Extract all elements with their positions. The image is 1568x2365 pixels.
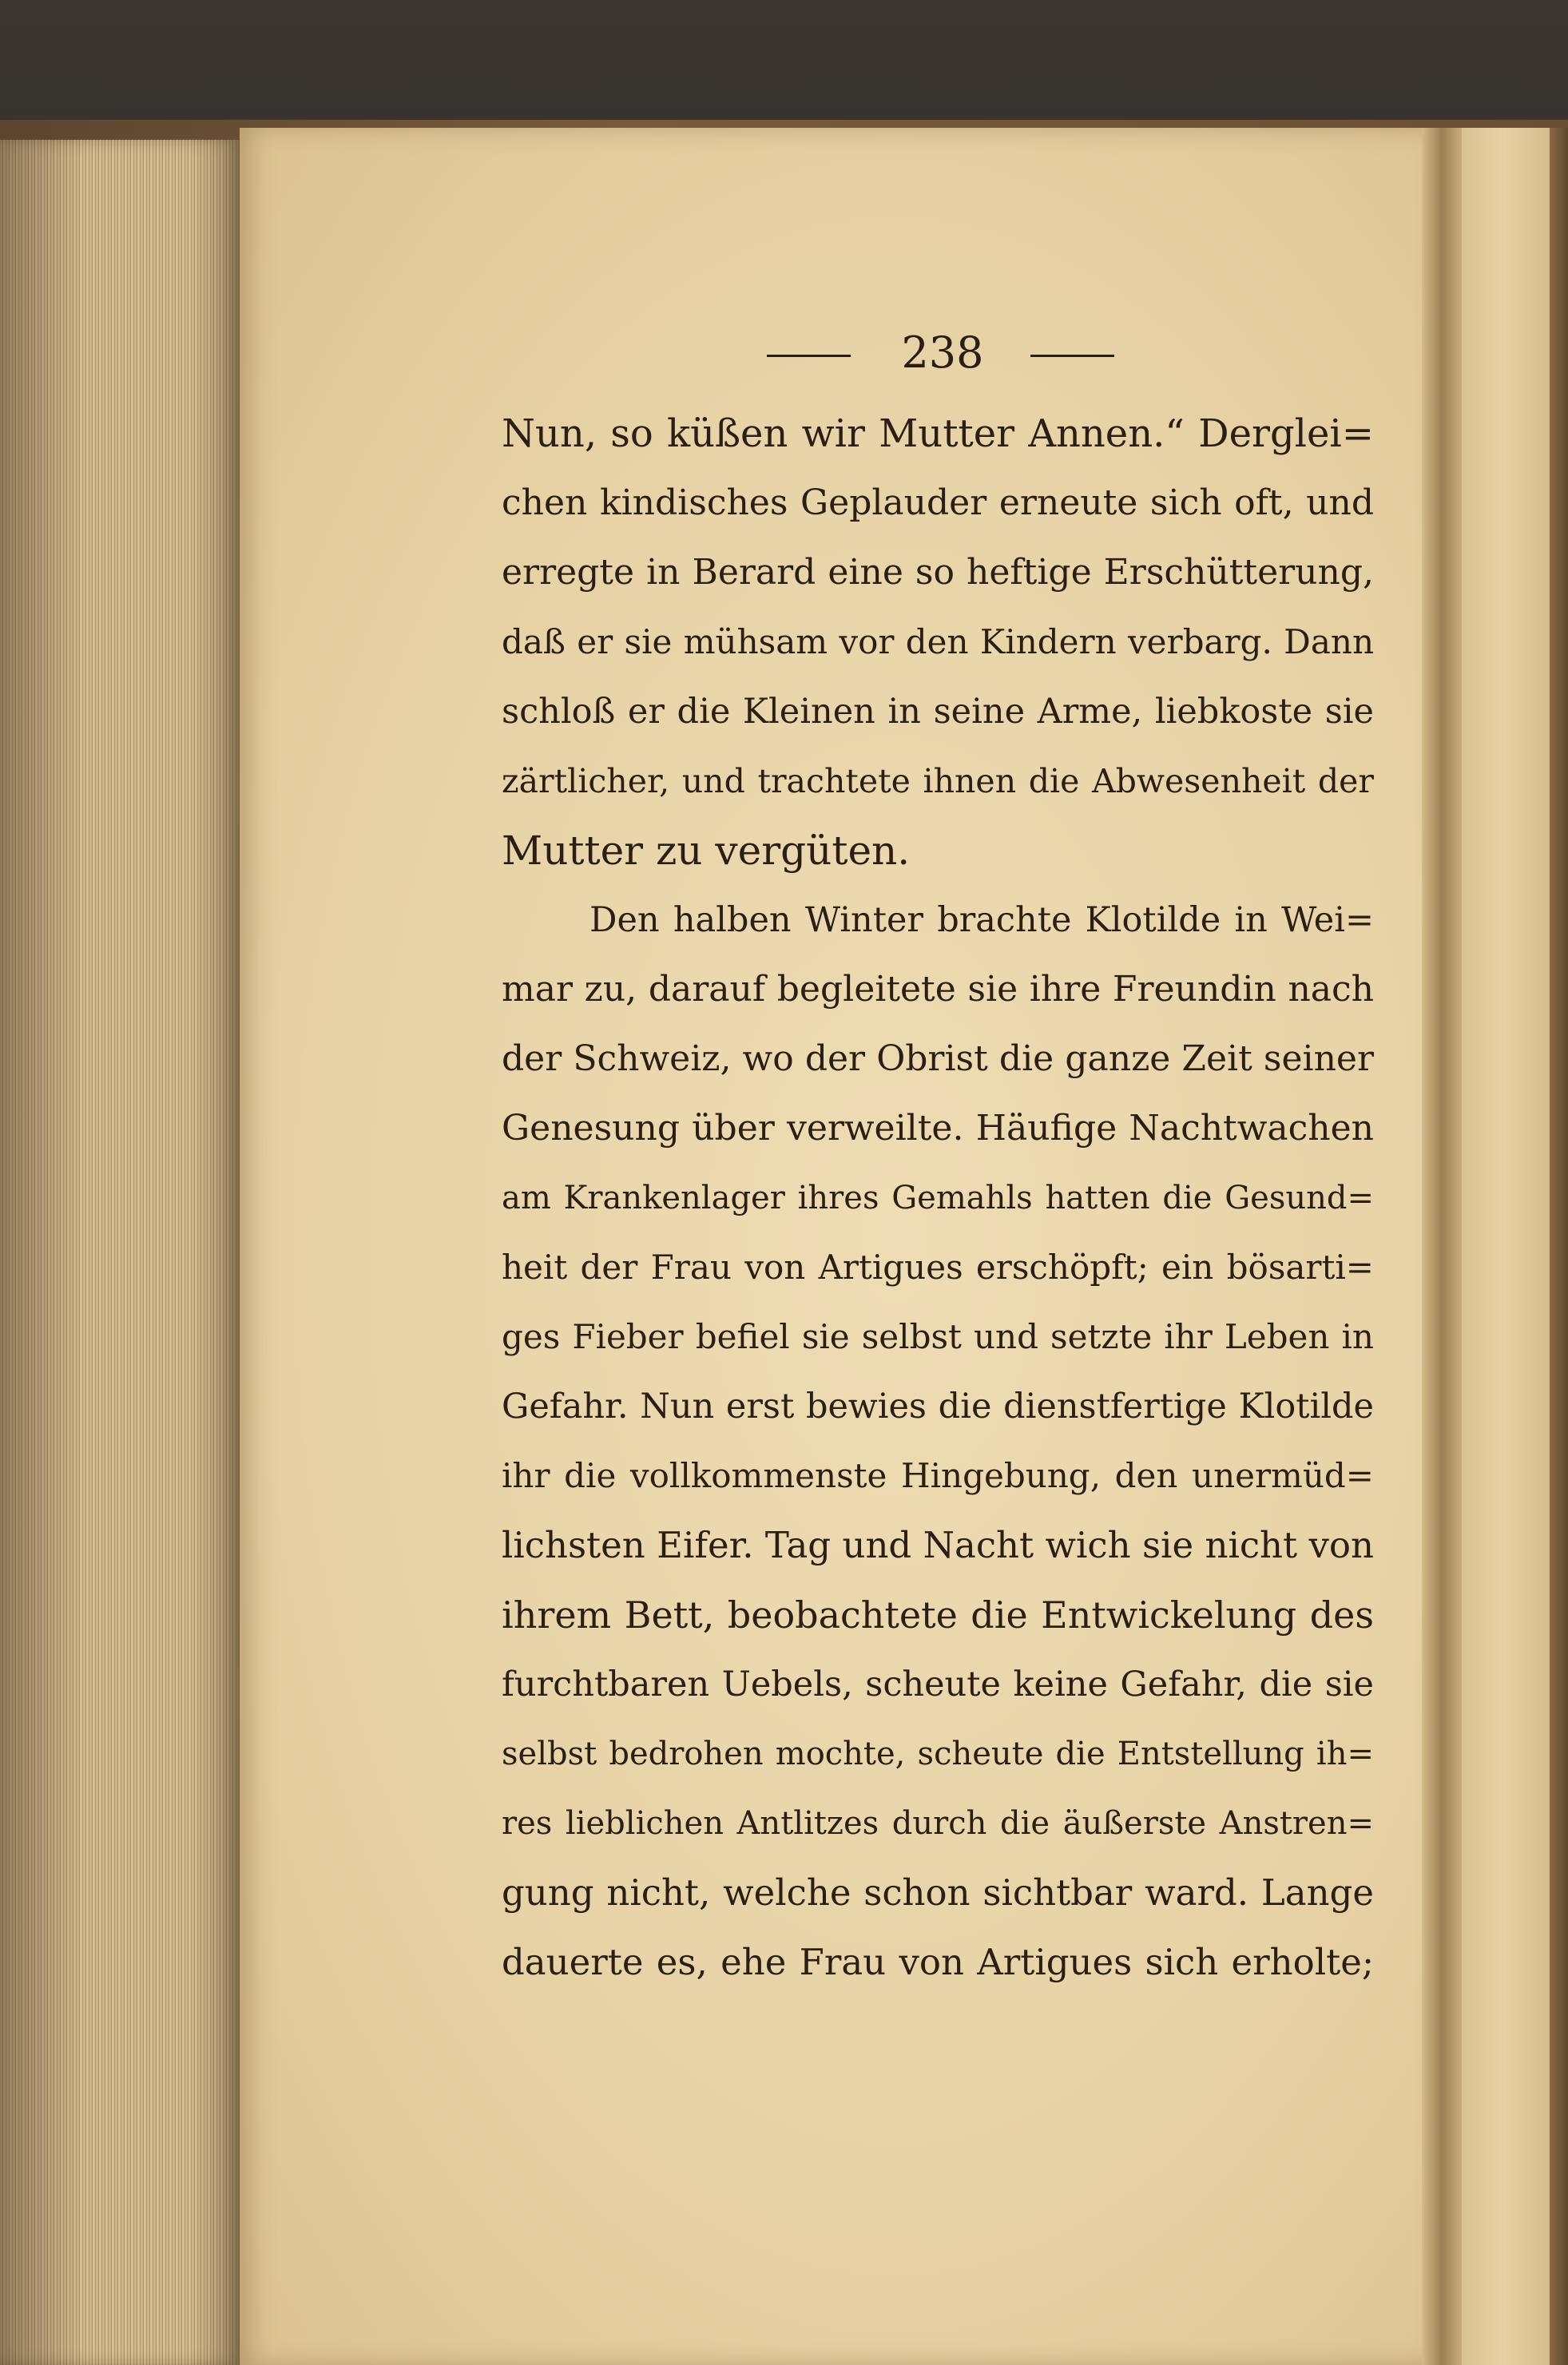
text-line: Genesung über verweilte. Häufige Nachtwachen	[502, 1108, 1374, 1149]
text-line: chen kindisches Geplauder erneute sich oft, und	[502, 482, 1374, 523]
body-text	[502, 406, 1374, 2035]
text-line: furchtbaren Uebels, scheute keine Gefahr, die sie	[502, 1665, 1374, 1704]
text-line: ihrem Bett, beobachtete die Entwickelung des	[502, 1593, 1374, 1637]
text-line: selbst bedrohen mochte, scheute die Entstellung ih=	[502, 1736, 1374, 1772]
text-line: Den halben Winter brachte Klotilde in Wei=	[589, 900, 1374, 940]
text-line: ihr die vollkommenste Hingebung, den unermüd=	[502, 1456, 1374, 1495]
text-line: heit der Frau von Artigues erschöpft; ein bösarti=	[502, 1248, 1374, 1287]
page-edges-shade	[0, 140, 240, 2365]
text-line: res lieblichen Antlitzes durch die äußerste Anstren=	[502, 1805, 1374, 1842]
text-line: erregte in Berard eine so heftige Erschütterung,	[502, 552, 1374, 593]
text-line: Mutter zu vergüten.	[502, 827, 911, 874]
text-line: Nun, so küßen wir Mutter Annen.“ Derglei=	[502, 411, 1374, 456]
text-line: zärtlicher, und trachtete ihnen die Abwesenheit der	[502, 762, 1374, 800]
text-line: schloß er die Kleinen in seine Arme, liebkoste sie	[502, 692, 1374, 732]
page-number: 238	[901, 327, 984, 378]
text-line: daß er sie mühsam vor den Kindern verbarg. Dann	[502, 622, 1374, 661]
text-line: der Schweiz, wo der Obrist die ganze Zeit seiner	[502, 1038, 1374, 1079]
header-rule-right	[1030, 355, 1114, 357]
text-line: lichsten Eifer. Tag und Nacht wich sie nicht von	[502, 1524, 1374, 1566]
text-line: gung nicht, welche schon sichtbar ward. Lange	[502, 1871, 1374, 1914]
facing-page-shadow	[1550, 128, 1568, 2365]
book-gutter	[1422, 128, 1462, 2365]
text-line: mar zu, darauf begleitete sie ihre Freundin nach	[502, 969, 1374, 1010]
header-rule-left	[767, 355, 851, 357]
text-line: dauerte es, ehe Frau von Artigues sich erholte;	[502, 1941, 1374, 1983]
text-line: am Krankenlager ihres Gemahls hatten die Gesund=	[502, 1180, 1374, 1216]
page-header	[767, 329, 1118, 377]
text-line: ges Fieber befiel sie selbst und setzte ihr Leben in	[502, 1317, 1374, 1356]
text-line: Gefahr. Nun erst bewies die dienstfertige Klotilde	[502, 1387, 1374, 1427]
